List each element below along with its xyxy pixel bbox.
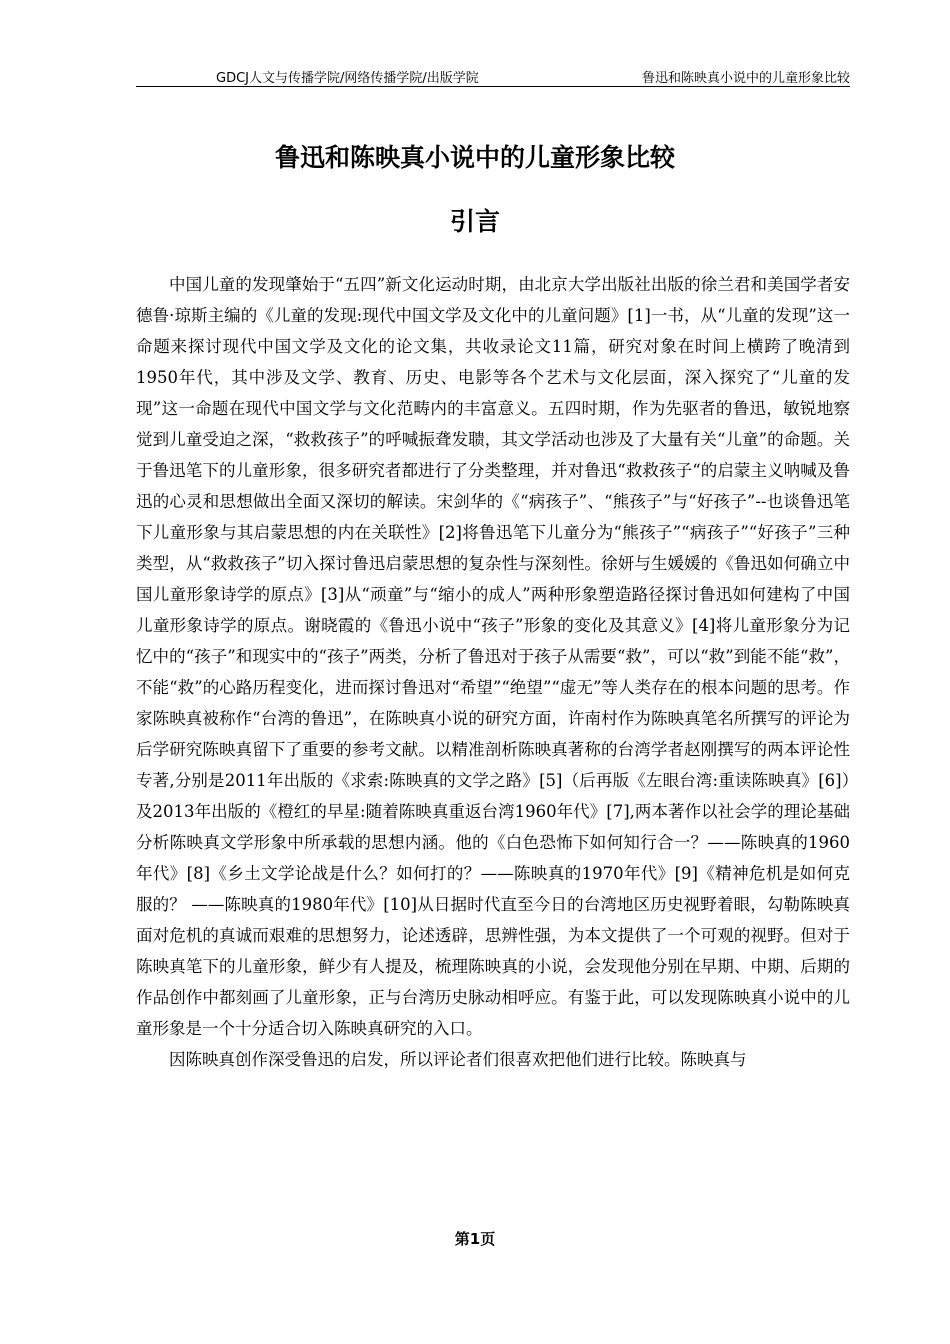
section-heading: 引言 xyxy=(449,207,500,236)
paragraph-1: 中国儿童的发现肇始于“五四”新文化运动时期，由北京大学出版社出版的徐兰君和美国学者安德鲁·琼斯主编的《儿童的发现:现代中国文学及文化中的儿童问题》[1]一书，从“儿童的发现”这一命题来探讨现代中国文学及文化的论文集，共收录论文11篇，研究对象在时间上横跨了晚清到1950年代，其中涉及文学、教育、历史、电影等各个艺术与文化层面，深入探究了“儿童的发现”这一命题在现代中国文学与文化范畴内的丰富意义。五四时期，作为先驱者的鲁迅，敏锐地察觉到儿童受迫之深，“救救孩子”的呼喊振聋发聩，其文学活动也涉及了大量有关“儿童”的命题。关于鲁迅笔下的儿童形象，很多研究者都进行了分类整理，并对鲁迅“救救孩子“的启蒙主义呐喊及鲁迅的心灵和思想做出全面又深切的解读。宋剑华的《“病孩子”、“熊孩子”与“好孩子”--也谈鲁迅笔下儿童形象与其启蒙思想的内在关联性》[2]将鲁迅笔下儿童分为“熊孩子”“病孩子”“好孩子”三种类型，从“救救孩子”切入探讨鲁迅启蒙思想的复杂性与深刻性。徐妍与生媛媛的《鲁迅如何确立中国儿童形象诗学的原点》[3]从“顽童”与“缩小的成人”两种形象塑造路径探讨鲁迅如何建构了中国儿童形象诗学的原点。谢晓霞的《鲁迅小说中“孩子”形象的变化及其意义》[4]将儿童形象分为记忆中的“孩子”和现实中的“孩子”两类，分析了鲁迅对于孩子从需要“救”，可以“救”到能不能“救”，不能“救”的心路历程变化，进而探讨鲁迅对“希望”“绝望”“虚无”等人类存在的根本问题的思考。作家陈映真被称作“台湾的鲁迅”，在陈映真小说的研究方面，许南村作为陈映真笔名所撰写的评论为后学研究陈映真留下了重要的参考文献。以精准剖析陈映真著称的台湾学者赵刚撰写的两本评论性专著,分别是2011年出版的《求索:陈映真的文学之路》[5]（后再版《左眼台湾:重读陈映真》[6]）及2013年出版的《橙红的早星:随着陈映真重返台湾1960年代》[7],两本著作以社会学的理论基础分析陈映真文学形象中所承载的思想内涵。他的《白色恐怖下如何知行合一？——陈映真的1960年代》[8]《乡土文学论战是什么？如何打的？——陈映真的1970年代》[9]《精神危机是如何克服的？ ——陈映真的1980年代》[10]从日据时代直至今日的台湾地区历史视野着眼，勾勒陈映真面对危机的真诚而艰难的思想努力，论述透辟，思辨性强，为本文提供了一个可观的视野。但对于陈映真笔下的儿童形象，鲜少有人提及，梳理陈映真的小说，会发现他分别在早期、中期、后期的作品创作中都刻画了儿童形象，正与台湾历史脉动相呼应。有鉴于此，可以发现陈映真小说中的儿童形象是一个十分适合切入陈映真研究的入口。 xyxy=(136,275,850,1038)
paper-title: 鲁迅和陈映真小说中的儿童形象比较 xyxy=(274,143,675,172)
page-number: 第1页 xyxy=(454,1230,496,1248)
header-right-text: 鲁迅和陈映真小说中的儿童形象比较 xyxy=(641,71,850,86)
body-text xyxy=(136,269,850,1075)
running-header xyxy=(136,66,850,87)
paragraph-2: 因陈映真创作深受鲁迅的启发，所以评论者们很喜欢把他们进行比较。陈映真与 xyxy=(169,1050,747,1069)
header-left-text: GDCJ人文与传播学院/网络传播学院/出版学院 xyxy=(216,71,479,86)
